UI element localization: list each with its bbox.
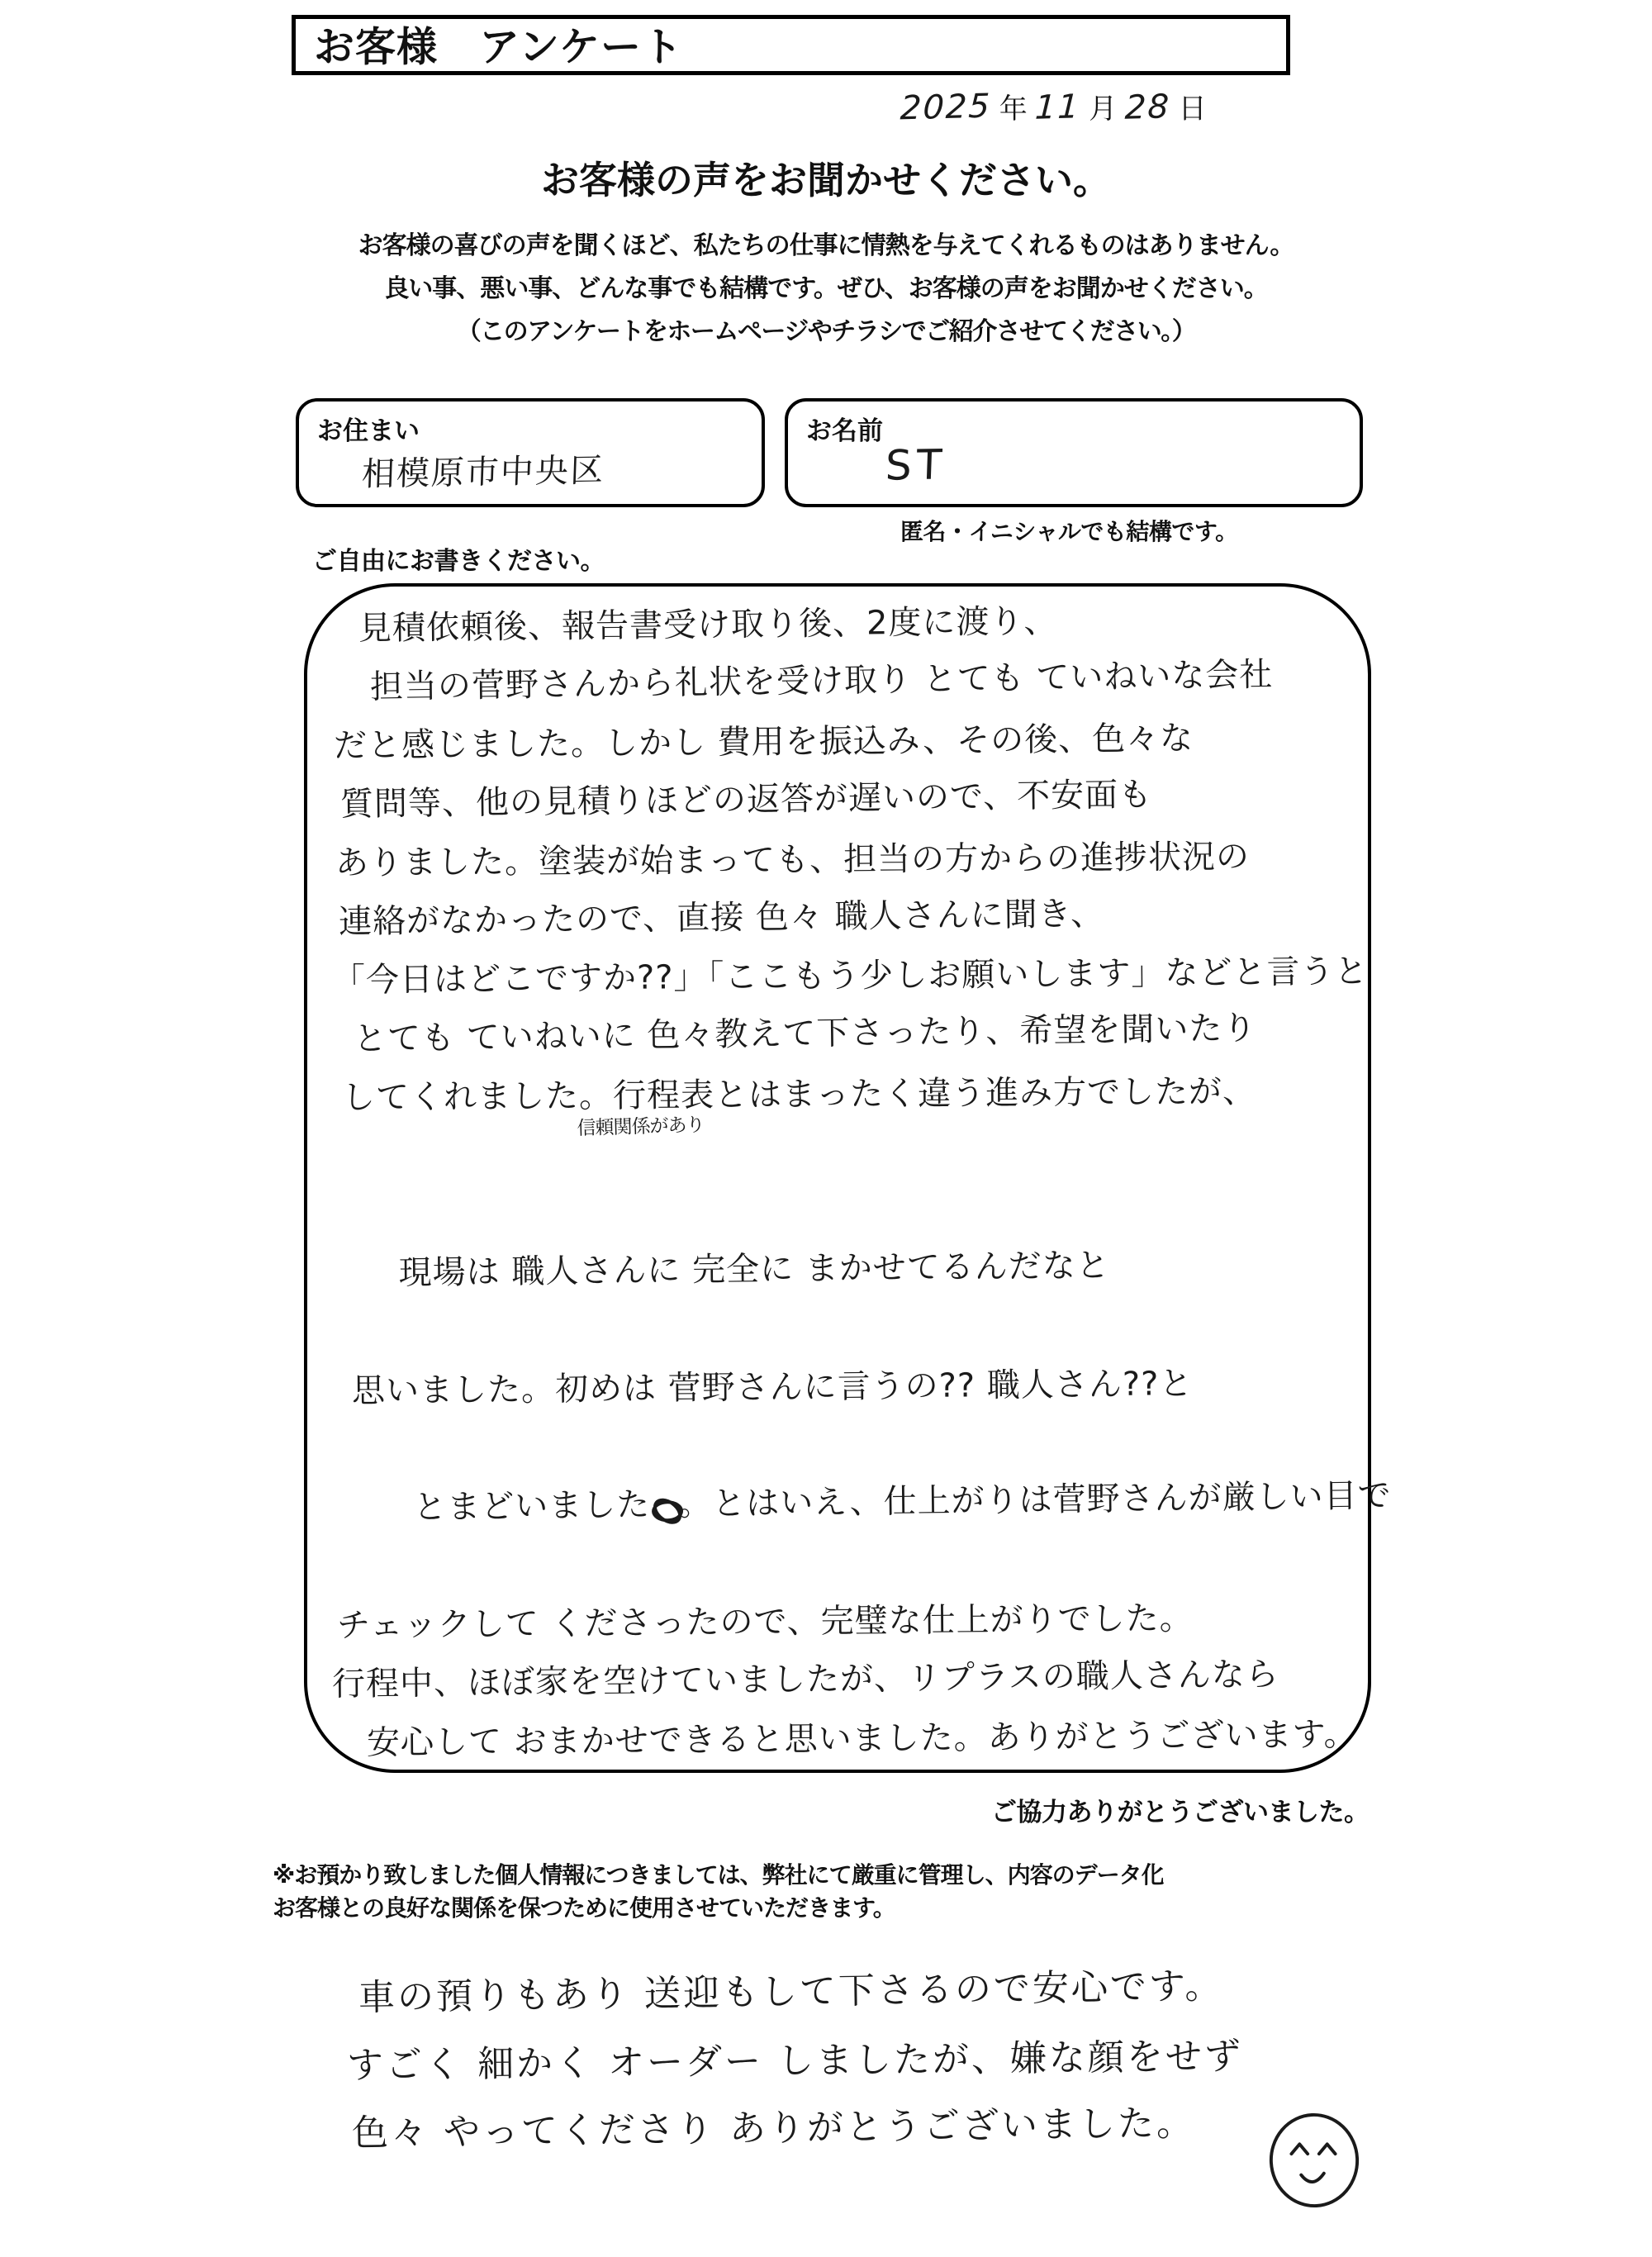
date-day-value: 28 [1123, 88, 1171, 127]
handwritten-line-with-insert [330, 1114, 1356, 1362]
handwritten-line: 質問等、他の見積りほどの返答が遅いので、不安面も [339, 775, 1153, 824]
handwritten-line: 安心して おまかせできると思いました。ありがとうございます。 [366, 1715, 1358, 1762]
date-year-unit: 年 [999, 93, 1028, 126]
thanks-note: ご協力ありがとうございました。 [991, 1798, 1370, 1827]
privacy-notice [273, 1859, 1429, 1925]
date-day-unit: 日 [1178, 93, 1207, 126]
handwritten-line: チェックして くださったので、完璧な仕上がりでした。 [336, 1599, 1194, 1645]
handwritten-line: 担当の菅野さんから礼状を受け取り とても ていねいな会社 [369, 655, 1274, 706]
address-field-label: お住まい [317, 416, 420, 446]
handwritten-line: 行程中、ほぼ家を空けていましたが、リプラスの職人さんなら [331, 1655, 1279, 1703]
free-write-content [330, 600, 1392, 1773]
handwritten-line: してくれました。行程表とはまったく違う進み方でしたが、 [341, 1072, 1257, 1117]
intro-paragraph [0, 225, 1652, 354]
handwritten-line: 色々 やってくださり ありがとうございました。 [351, 2102, 1196, 2155]
handwritten-line: とても ていねいに 色々教えて下さったり、希望を聞いたり [353, 1009, 1257, 1058]
address-field-value: 相模原市中央区 [361, 451, 605, 494]
smiley-face-icon [1265, 2112, 1363, 2209]
scribble-out-mark [650, 1497, 678, 1518]
date-year-value: 2025 [899, 87, 992, 128]
handwritten-line-text: とまどいました [413, 1485, 651, 1527]
address-field[interactable] [296, 398, 765, 507]
anonymous-note: 匿名・イニシャルでも結構です。 [900, 518, 1238, 545]
privacy-line-1: ※お預かり致しました個人情報につきましては、弊社にて厳重に管理し、内容のデータ化 [273, 1861, 1164, 1889]
free-write-note: ご自由にお書きください。 [312, 547, 605, 576]
handwritten-line: ありました。塗装が始まっても、担当の方からの進捗状況の [335, 838, 1251, 882]
handwritten-line: だと感じました。しかし 費用を振込み、その後、色々な [333, 719, 1194, 765]
page-title: お客様 アンケート [314, 23, 684, 71]
handwritten-line: 見積依頼後、報告書受け取り後、2度に渡り、 [358, 602, 1058, 648]
date-month-unit: 月 [1089, 93, 1117, 126]
handwritten-line-with-strikeout [344, 1409, 1392, 1597]
intro-line-3: （このアンケートをホームページやチラシでご紹介させてください。） [456, 317, 1196, 346]
privacy-line-2: お客様との良好な関係を保つために使用させていただきます。 [273, 1894, 895, 1922]
intro-line-1: お客様の喜びの声を聞くほど、私たちの仕事に情熱を与えてくれるものはありません。 [358, 231, 1294, 260]
handwritten-line: 車の預りもあり 送迎もして下さるので安心です。 [358, 1965, 1224, 2019]
handwritten-line: 「今日はどこですか??」「ここもう少しお願いします」などと言うと [331, 953, 1369, 1000]
bottom-handwritten-note [347, 1965, 1388, 2168]
handwritten-line: 思いました。初めは 菅野さんに言うの?? 職人さん??と [351, 1365, 1194, 1410]
handwritten-line: 連絡がなかったので、直接 色々 職人さんに聞き、 [338, 895, 1105, 941]
date-month-value: 11 [1034, 88, 1082, 127]
name-field[interactable] [785, 398, 1363, 507]
date-line [900, 86, 1206, 126]
handwritten-line: すごく 細かく オーダー しましたが、嫌な顔をせず [346, 2035, 1244, 2087]
name-field-label: お名前 [806, 416, 883, 446]
handwritten-line-tail: 。とはいえ、仕上がりは菅野さんが厳しい目で [677, 1476, 1392, 1524]
handwritten-line-text: 現場は 職人さんに 完全に まかせてるんだなと [398, 1247, 1111, 1293]
intro-line-2: 良い事、悪い事、どんな事でも結構です。ぜひ、お客様の声をお聞かせください。 [384, 274, 1268, 303]
title-box [292, 15, 1290, 75]
headline: お客様の声をお聞かせください。 [541, 158, 1111, 202]
inserted-annotation: 信頼関係があり [577, 1114, 705, 1140]
name-field-value: ST [884, 440, 948, 490]
